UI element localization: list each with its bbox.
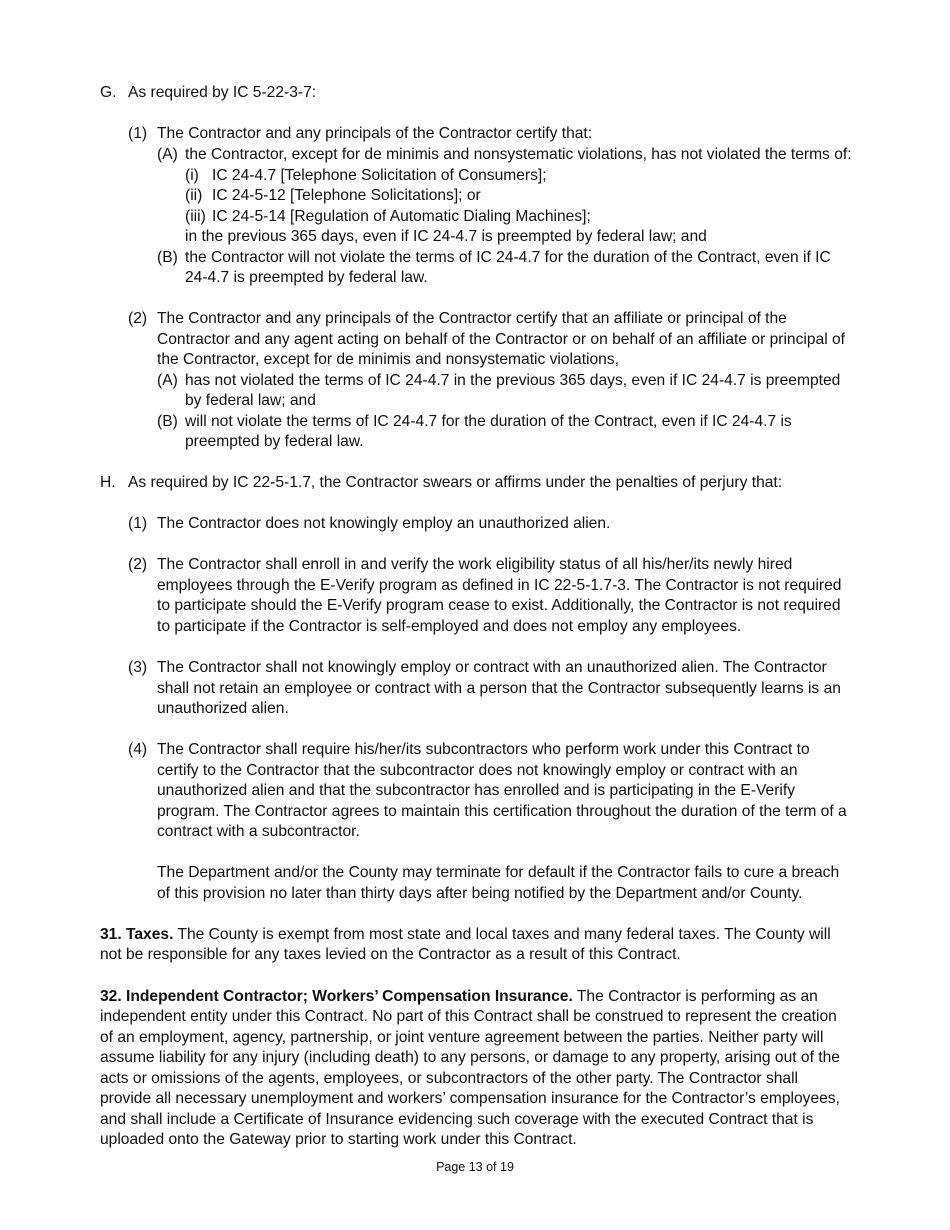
page-number-footer: Page 13 of 19 [436,1160,514,1174]
section-31-line-2: not be responsible for any taxes levied on the Contractor as a result of this Contract. [100,946,681,963]
section-32-line-8: uploaded onto the Gateway prior to starting work under this Contract. [100,1131,577,1148]
section-h-label: H. [100,474,116,491]
h-item-2-label: (2) [128,556,148,573]
g-item-2-line-2: Contractor and any agent acting on behalf of the Contractor or on behalf of an affiliate or principal of [157,331,846,348]
h-item-2-line-1: The Contractor shall enroll in and verify the work eligibility status of all his/her/its newly hired [157,556,793,573]
section-32-line-1 [100,987,818,1008]
h-item-4-line-1: The Contractor shall require his/her/its subcontractors who perform work under this Contract to [157,741,810,758]
g-item-2-line-3: the Contractor, except for de minimis and nonsystematic violations, [157,351,619,368]
section-32-line-2: independent entity under this Contract. No part of this Contract shall be construed to represent the creation [100,1008,837,1025]
h-item-4-line-2: certify to the Contractor that the subcontractor does not knowingly employ or contract with an [157,762,798,779]
g-1-a-iii-text: IC 24-5-14 [Regulation of Automatic Dialing Machines]; [212,208,591,225]
g-1-b-line-2: 24-4.7 is preempted by federal law. [185,269,428,286]
g-2-b-label: (B) [157,413,178,430]
g-2-a-line-1: has not violated the terms of IC 24-4.7 in the previous 365 days, even if IC 24-4.7 is preempted [185,372,841,389]
h-item-2-line-3: to participate should the E-Verify program cease to exist. Additionally, the Contractor is not required [157,597,841,614]
section-31-line-1 [100,925,831,946]
g-2-a-label: (A) [157,372,178,389]
g-1-b-label: (B) [157,249,178,266]
section-g-text: As required by IC 5-22-3-7: [128,84,317,101]
g-1-a-tail: in the previous 365 days, even if IC 24-4.7 is preempted by federal law; and [185,228,707,245]
section-32-line-6: provide all necessary unemployment and workers’ compensation insurance for the Contractor’s employees, [100,1090,840,1107]
h-item-4-label: (4) [128,741,148,758]
g-item-1-label: (1) [128,125,148,142]
g-1-a-text: the Contractor, except for de minimis and nonsystematic violations, has not violated the terms of: [185,146,852,163]
g-1-a-ii-label: (ii) [185,187,203,204]
g-1-a-i-text: IC 24-4.7 [Telephone Solicitation of Consumers]; [212,167,547,184]
g-1-a-i-label: (i) [185,167,199,184]
h-item-4-line-4: program. The Contractor agrees to maintain this certification throughout the duration of the term of a [157,803,847,820]
h-item-2-line-4: to participate if the Contractor is self-employed and does not employ any employees. [157,618,742,635]
g-item-2-label: (2) [128,310,148,327]
h-item-3-line-3: unauthorized alien. [157,700,289,717]
section-32-line-7: and shall include a Certificate of Insurance evidencing such coverage with the executed Contract that is [100,1111,814,1128]
g-item-2-line-1: The Contractor and any principals of the Contractor certify that an affiliate or principal of the [157,310,787,327]
section-32-heading: 32. Independent Contractor; Workers’ Compensation Insurance. [100,988,573,1005]
section-h-text: As required by IC 22-5-1.7, the Contractor swears or affirms under the penalties of perjury that: [128,474,783,491]
h-item-1-label: (1) [128,515,148,532]
g-2-b-line-1: will not violate the terms of IC 24-4.7 for the duration of the Contract, even if IC 24-4.7 is [185,413,792,430]
section-32-text: The Contractor is performing as an [576,988,818,1005]
h-item-4-line-3: unauthorized alien and that the subcontractor has enrolled and is participating in the E-Verify [157,782,796,799]
g-1-b-line-1: the Contractor will not violate the terms of IC 24-4.7 for the duration of the Contract, even if IC [185,249,831,266]
g-1-a-label: (A) [157,146,178,163]
section-g-label: G. [100,84,117,101]
g-2-b-line-2: preempted by federal law. [185,433,364,450]
section-32-line-3: of an employment, agency, partnership, or joint venture agreement between the parties. Neither party will [100,1029,824,1046]
section-32-line-5: acts or omissions of the agents, employees, or subcontractors of the other party. The Contractor shall [100,1070,799,1087]
g-1-a-iii-label: (iii) [185,208,206,225]
section-31-heading: 31. Taxes. [100,926,174,943]
h-note-line-1: The Department and/or the County may terminate for default if the Contractor fails to cure a breach [157,864,840,881]
g-1-a-ii-text: IC 24-5-12 [Telephone Solicitations]; or [212,187,481,204]
g-2-a-line-2: by federal law; and [185,392,316,409]
g-item-1-text: The Contractor and any principals of the Contractor certify that: [157,125,593,142]
h-item-4-line-5: contract with a subcontractor. [157,823,360,840]
h-item-2-line-2: employees through the E-Verify program as defined in IC 22-5-1.7-3. The Contractor is not required [157,577,842,594]
section-32-line-4: assume liability for any injury (including death) to any persons, or damage to any property, arising out of the [100,1049,840,1066]
h-item-1-text: The Contractor does not knowingly employ an unauthorized alien. [157,515,611,532]
h-item-3-line-2: shall not retain an employee or contract with a person that the Contractor subsequently learns is an [157,680,841,697]
section-31-text: The County is exempt from most state and local taxes and many federal taxes. The County will [177,926,831,943]
h-note-line-2: of this provision no later than thirty days after being notified by the Department and/or County. [157,885,803,902]
h-item-3-line-1: The Contractor shall not knowingly employ or contract with an unauthorized alien. The Contractor [157,659,827,676]
h-item-3-label: (3) [128,659,148,676]
